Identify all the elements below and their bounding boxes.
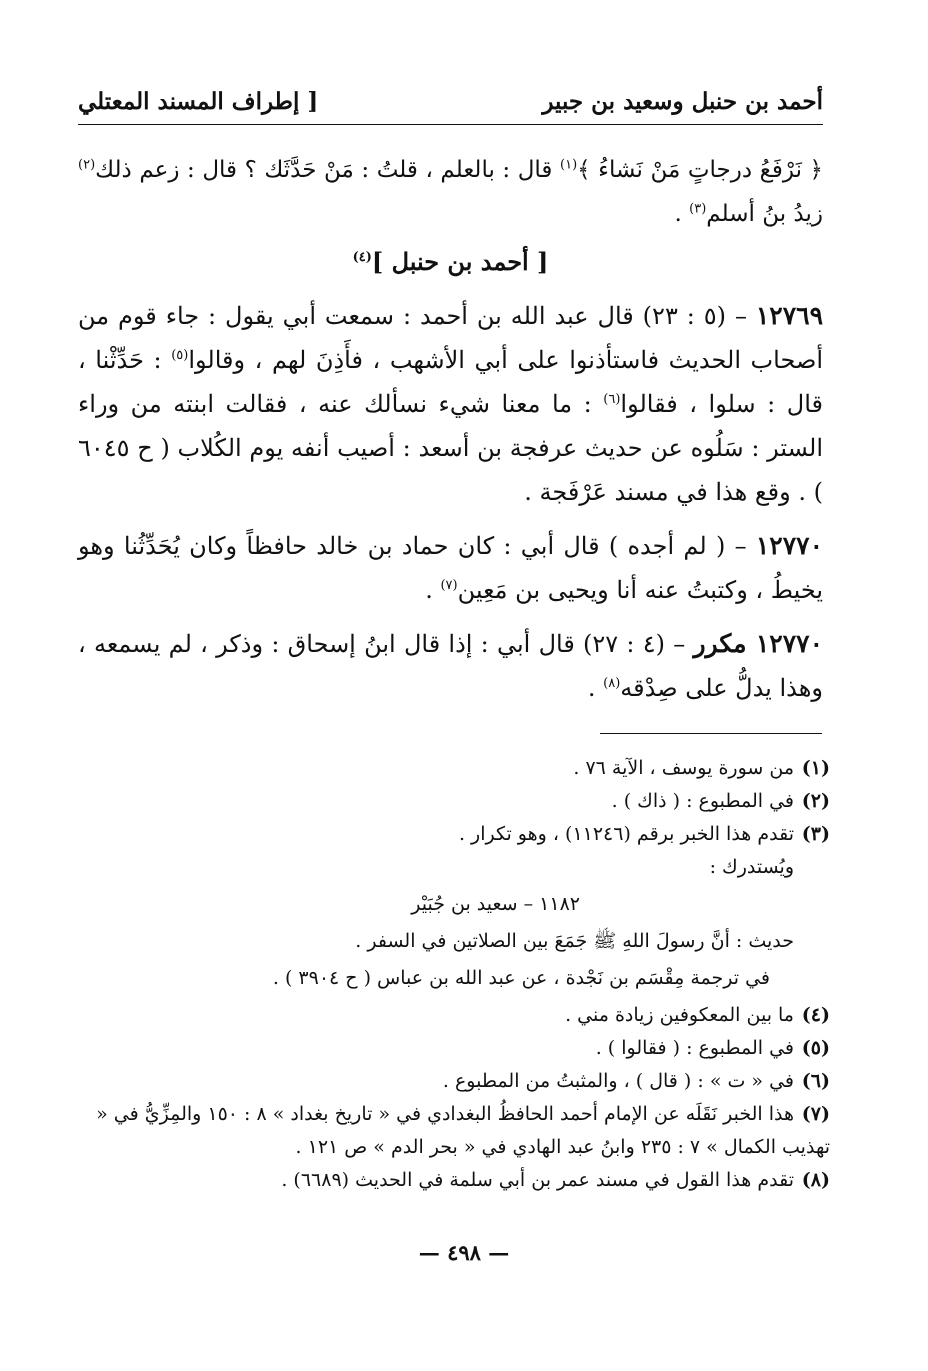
text-segment: . [674,201,690,227]
footnote-text: في المطبوع : ( فقالوا ) . [595,1037,794,1059]
text-segment: : حَدِّثْنا ، قال : سلوا ، فقالوا [78,346,823,418]
footnotes [82,752,830,1197]
hadith-entry [78,524,823,612]
opening-paragraph [78,148,823,236]
footnote-number: (٨) [801,1169,830,1191]
section-title [78,240,823,284]
footnote [82,1098,830,1164]
footnote-ref: (١) [560,157,578,173]
footnote [82,818,830,851]
footnote-separator [600,733,822,734]
footnote-ref: (٥) [171,348,189,363]
page-number: — ٤٩٨ — [418,1240,510,1265]
footnote-text: من سورة يوسف ، الآية ٧٦ . [573,757,794,779]
footnote-text: في « ت » : ( قال ) ، والمثبتُ من المطبوع . [442,1070,794,1092]
footnote-ref: (٧) [440,578,458,593]
footnote-continuation: ويُستدرك : [709,856,794,878]
footnote-ref: (٦) [603,392,621,407]
footnote [82,752,830,785]
footnote-ref: (٤) [352,250,372,265]
hadith-number: ١٢٧٦٩ [755,301,824,330]
quran-verse: ﴿ نَرْفَعُ درجاتٍ مَنْ نَشاءُ ﴾ [577,157,824,183]
hadith-number: ١٢٧٧٠ [755,531,823,560]
text-segment: زيدُ بنُ أسلم [706,201,823,227]
footnote-number: (٥) [801,1037,830,1059]
text-segment: – (٤ : ٢٧) قال أبي : إذا قال ابنُ إسحاق : وذكر ، لم يسمعه ، وهذا يدلُّ على صِدْقه [78,630,823,702]
cited-hadith: حديث : أنَّ رسولَ اللهِ ﷺ جَمَعَ بين الصلاتين في السفر . [355,930,794,952]
hadith-entry [78,294,823,514]
footnote-text: تقدم هذا الخبر برقم (١١٢٤٦) ، وهو تكرار . [458,823,794,845]
footnote-ref: (٢) [78,157,96,173]
footnote [82,999,830,1032]
cited-heading: ١١٨٢ – سعيد بن جُبَيْر [411,893,580,915]
footnote-number: (٢) [801,790,830,812]
footnote [82,785,830,818]
footnote-number: (٧) [801,1103,830,1125]
footnote-ref: (٣) [689,201,707,217]
text-segment: – ( لم أجده ) قال أبي : كان حماد بن خالد حافظاً وكان يُحَدِّثُنا وهو يخيطُ ، وكتبتُ عنه أنا ويحيى بن مَعِين [78,532,823,604]
hadith-number: ١٢٧٧٠ مكرر [693,629,824,658]
header-title-right: أحمد بن حنبل وسعيد بن جبير [542,88,823,115]
text-segment: قال : بالعلم ، قلتُ : مَنْ حَدَّثَك ؟ قال : زعم ذلك [95,157,560,183]
footnote-text: ما بين المعكوفين زيادة مني . [565,1004,794,1026]
text-segment: . [425,576,441,604]
header-title-left: [ إطراف المسند المعتلي [78,88,319,115]
footnote-number: (٣) [801,823,830,845]
footnote [82,1032,830,1065]
footnote-number: (٦) [801,1070,830,1092]
main-text [78,148,823,716]
section-title-text: [ أحمد بن حنبل ] [371,247,549,276]
footnote-ref: (٨) [603,676,621,691]
hadith-entry [78,622,823,710]
footnote-text: هذا الخبر نَقَلَه عن الإمام أحمد الحافظُ البغدادي في « تاريخ بغداد » ٨ : ١٥٠ والمِزِّيُّ في « تهذيب الكمال » ٧ : ٢٣٥ وابنُ عبد الهادي في « بحر الدم » ص ١٢١ . [96,1103,830,1158]
text-segment: – (٥ : ٢٣) قال عبد الله بن أحمد : سمعت أبي يقول : جاء قوم من أصحاب الحديث فاستأذنوا على أبي الأشهب ، فأَذِنَ لهم ، وقالوا [78,302,823,374]
footnote-number: (١) [801,757,830,779]
running-header [78,84,823,125]
text-segment: : ما معنا شيء نسألك عنه ، فقالت ابنته من وراء الستر : سَلُوه عن حديث عرفجة بن أسعد : أصيب أنفه يوم الكُلاب ( ح ٦٠٤٥ ) . وقع هذا في مسند عَرْفَجة . [78,390,823,506]
footnote-number: (٤) [801,1004,830,1026]
footnote-text: في المطبوع : ( ذاك ) . [611,790,794,812]
footnote [82,1065,830,1098]
cited-source: في ترجمة مِقْسَم بن نَجْدة ، عن عبد الله بن عباس ( ح ٣٩٠٤ ) . [272,967,770,989]
footnote-text: تقدم هذا القول في مسند عمر بن أبي سلمة في الحديث (٦٦٨٩) . [281,1169,794,1191]
footnote [82,1164,830,1197]
text-segment: . [587,674,604,702]
